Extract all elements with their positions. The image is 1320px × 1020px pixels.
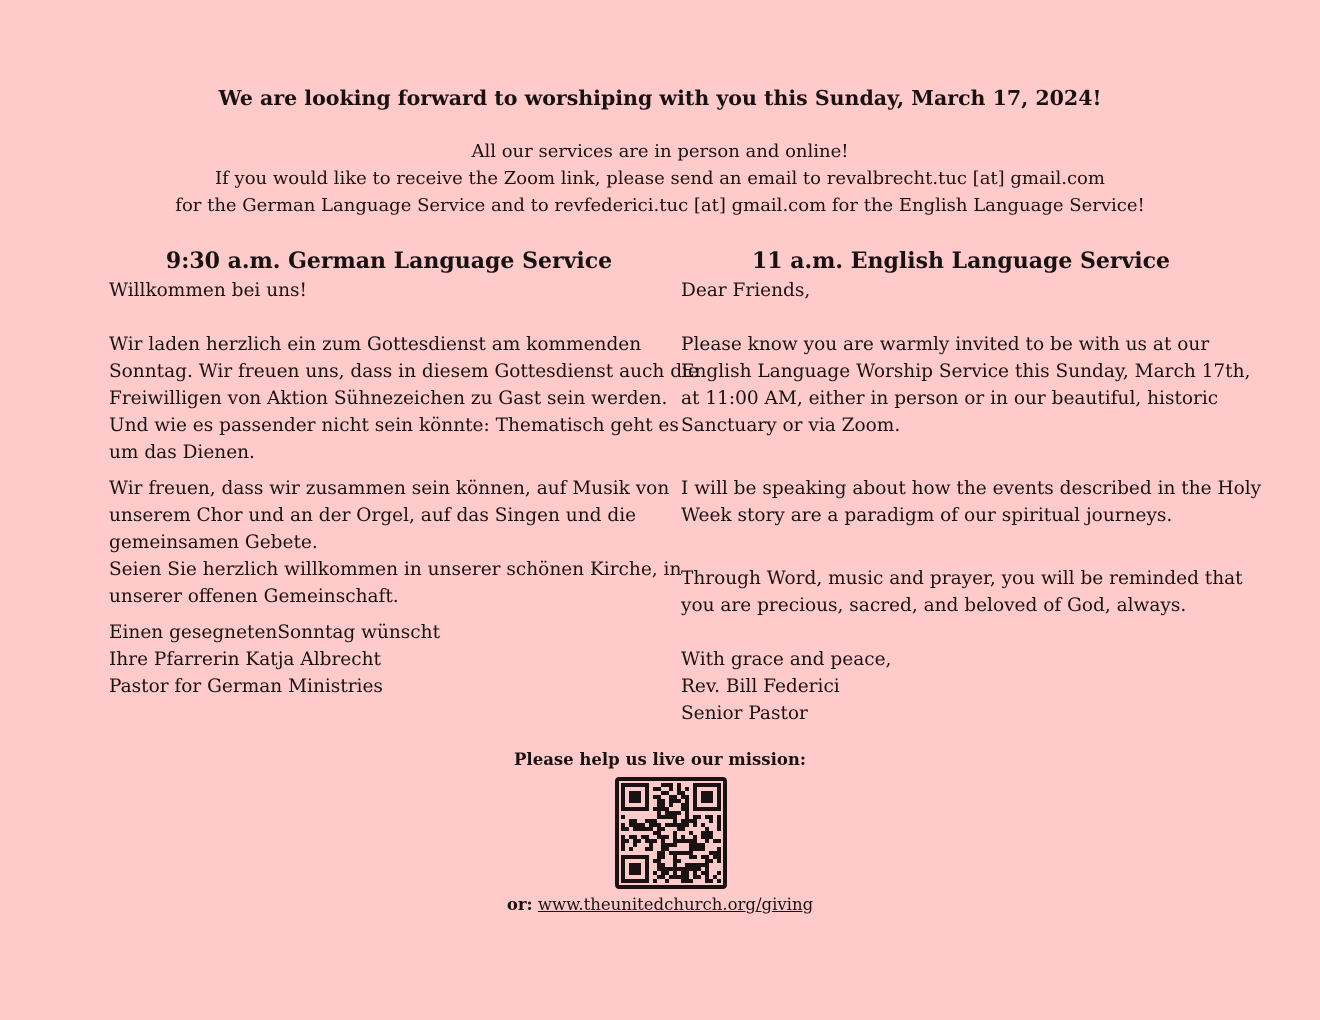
text-line: at 11:00 AM, either in person or in our beautiful, historic (681, 388, 1219, 409)
text-line: Einen gesegnetenSonntag wünscht (109, 622, 441, 643)
intro-line: for the German Language Service and to revfederici.tuc [at] gmail.com for the English Language Service! (175, 195, 1145, 216)
text-line: Sanctuary or via Zoom. (681, 415, 901, 436)
text-line: Wir laden herzlich ein zum Gottesdienst am kommenden (109, 334, 642, 355)
text-line: With grace and peace, (681, 649, 892, 670)
english-greeting: Dear Friends, (681, 280, 811, 301)
text-line: English Language Worship Service this Sunday, March 17th, (681, 361, 1251, 382)
text-line: Rev. Bill Federici (681, 676, 840, 697)
text-line: Pastor for German Ministries (109, 676, 383, 697)
text-line: Ihre Pfarrerin Katja Albrecht (109, 649, 381, 670)
german-paragraph-2 (109, 475, 682, 610)
text-line: gemeinsamen Gebete. (109, 532, 318, 553)
english-paragraph-1 (681, 331, 1251, 439)
intro-block (0, 138, 1320, 219)
text-line: Freiwilligen von Aktion Sühnezeichen zu Gast sein werden. (109, 388, 668, 409)
or-label: or: (506, 895, 533, 914)
text-line: Sonntag. Wir freuen uns, dass in diesem Gottesdienst auch die (109, 361, 699, 382)
german-service-column (109, 246, 699, 700)
text-line: Senior Pastor (681, 703, 808, 724)
text-line: Please know you are warmly invited to be with us at our (681, 334, 1210, 355)
text-line: unserer offenen Gemeinschaft. (109, 586, 399, 607)
english-closing (681, 646, 1241, 727)
text-line: you are precious, sacred, and beloved of God, always. (681, 595, 1187, 616)
qr-code-icon[interactable] (615, 777, 727, 889)
text-line: Wir freuen, dass wir zusammen sein können, auf Musik von (109, 478, 670, 499)
text-line: Through Word, music and prayer, you will be reminded that (681, 568, 1243, 589)
german-closing (109, 619, 669, 700)
text-line: Seien Sie herzlich willkommen in unserer schönen Kirche, in (109, 559, 682, 580)
german-paragraph-1 (109, 331, 699, 466)
german-greeting: Willkommen bei uns! (109, 280, 307, 301)
intro-line: All our services are in person and online! (471, 141, 849, 162)
intro-line: If you would like to receive the Zoom link, please send an email to revalbrecht.tuc [at] gmail.com (215, 168, 1105, 189)
text-line: I will be speaking about how the events described in the Holy (681, 478, 1262, 499)
giving-line (0, 895, 1320, 914)
text-line: um das Dienen. (109, 442, 255, 463)
mission-heading: Please help us live our mission: (514, 750, 806, 769)
text-line: unserem Chor und an der Orgel, auf das Singen und die (109, 505, 637, 526)
english-service-title: 11 a.m. English Language Service (751, 248, 1171, 274)
german-service-title: 9:30 a.m. German Language Service (165, 248, 613, 274)
text-line: Week story are a paradigm of our spiritual journeys. (681, 505, 1173, 526)
english-service-column (681, 246, 1262, 727)
english-paragraph-2 (681, 475, 1262, 529)
giving-link[interactable]: www.theunitedchurch.org/giving (537, 895, 814, 914)
text-line: Und wie es passender nicht sein könnte: Thematisch geht es (109, 415, 679, 436)
page-headline: We are looking forward to worshiping with you this Sunday, March 17, 2024! (218, 86, 1102, 110)
english-paragraph-3 (681, 565, 1241, 619)
